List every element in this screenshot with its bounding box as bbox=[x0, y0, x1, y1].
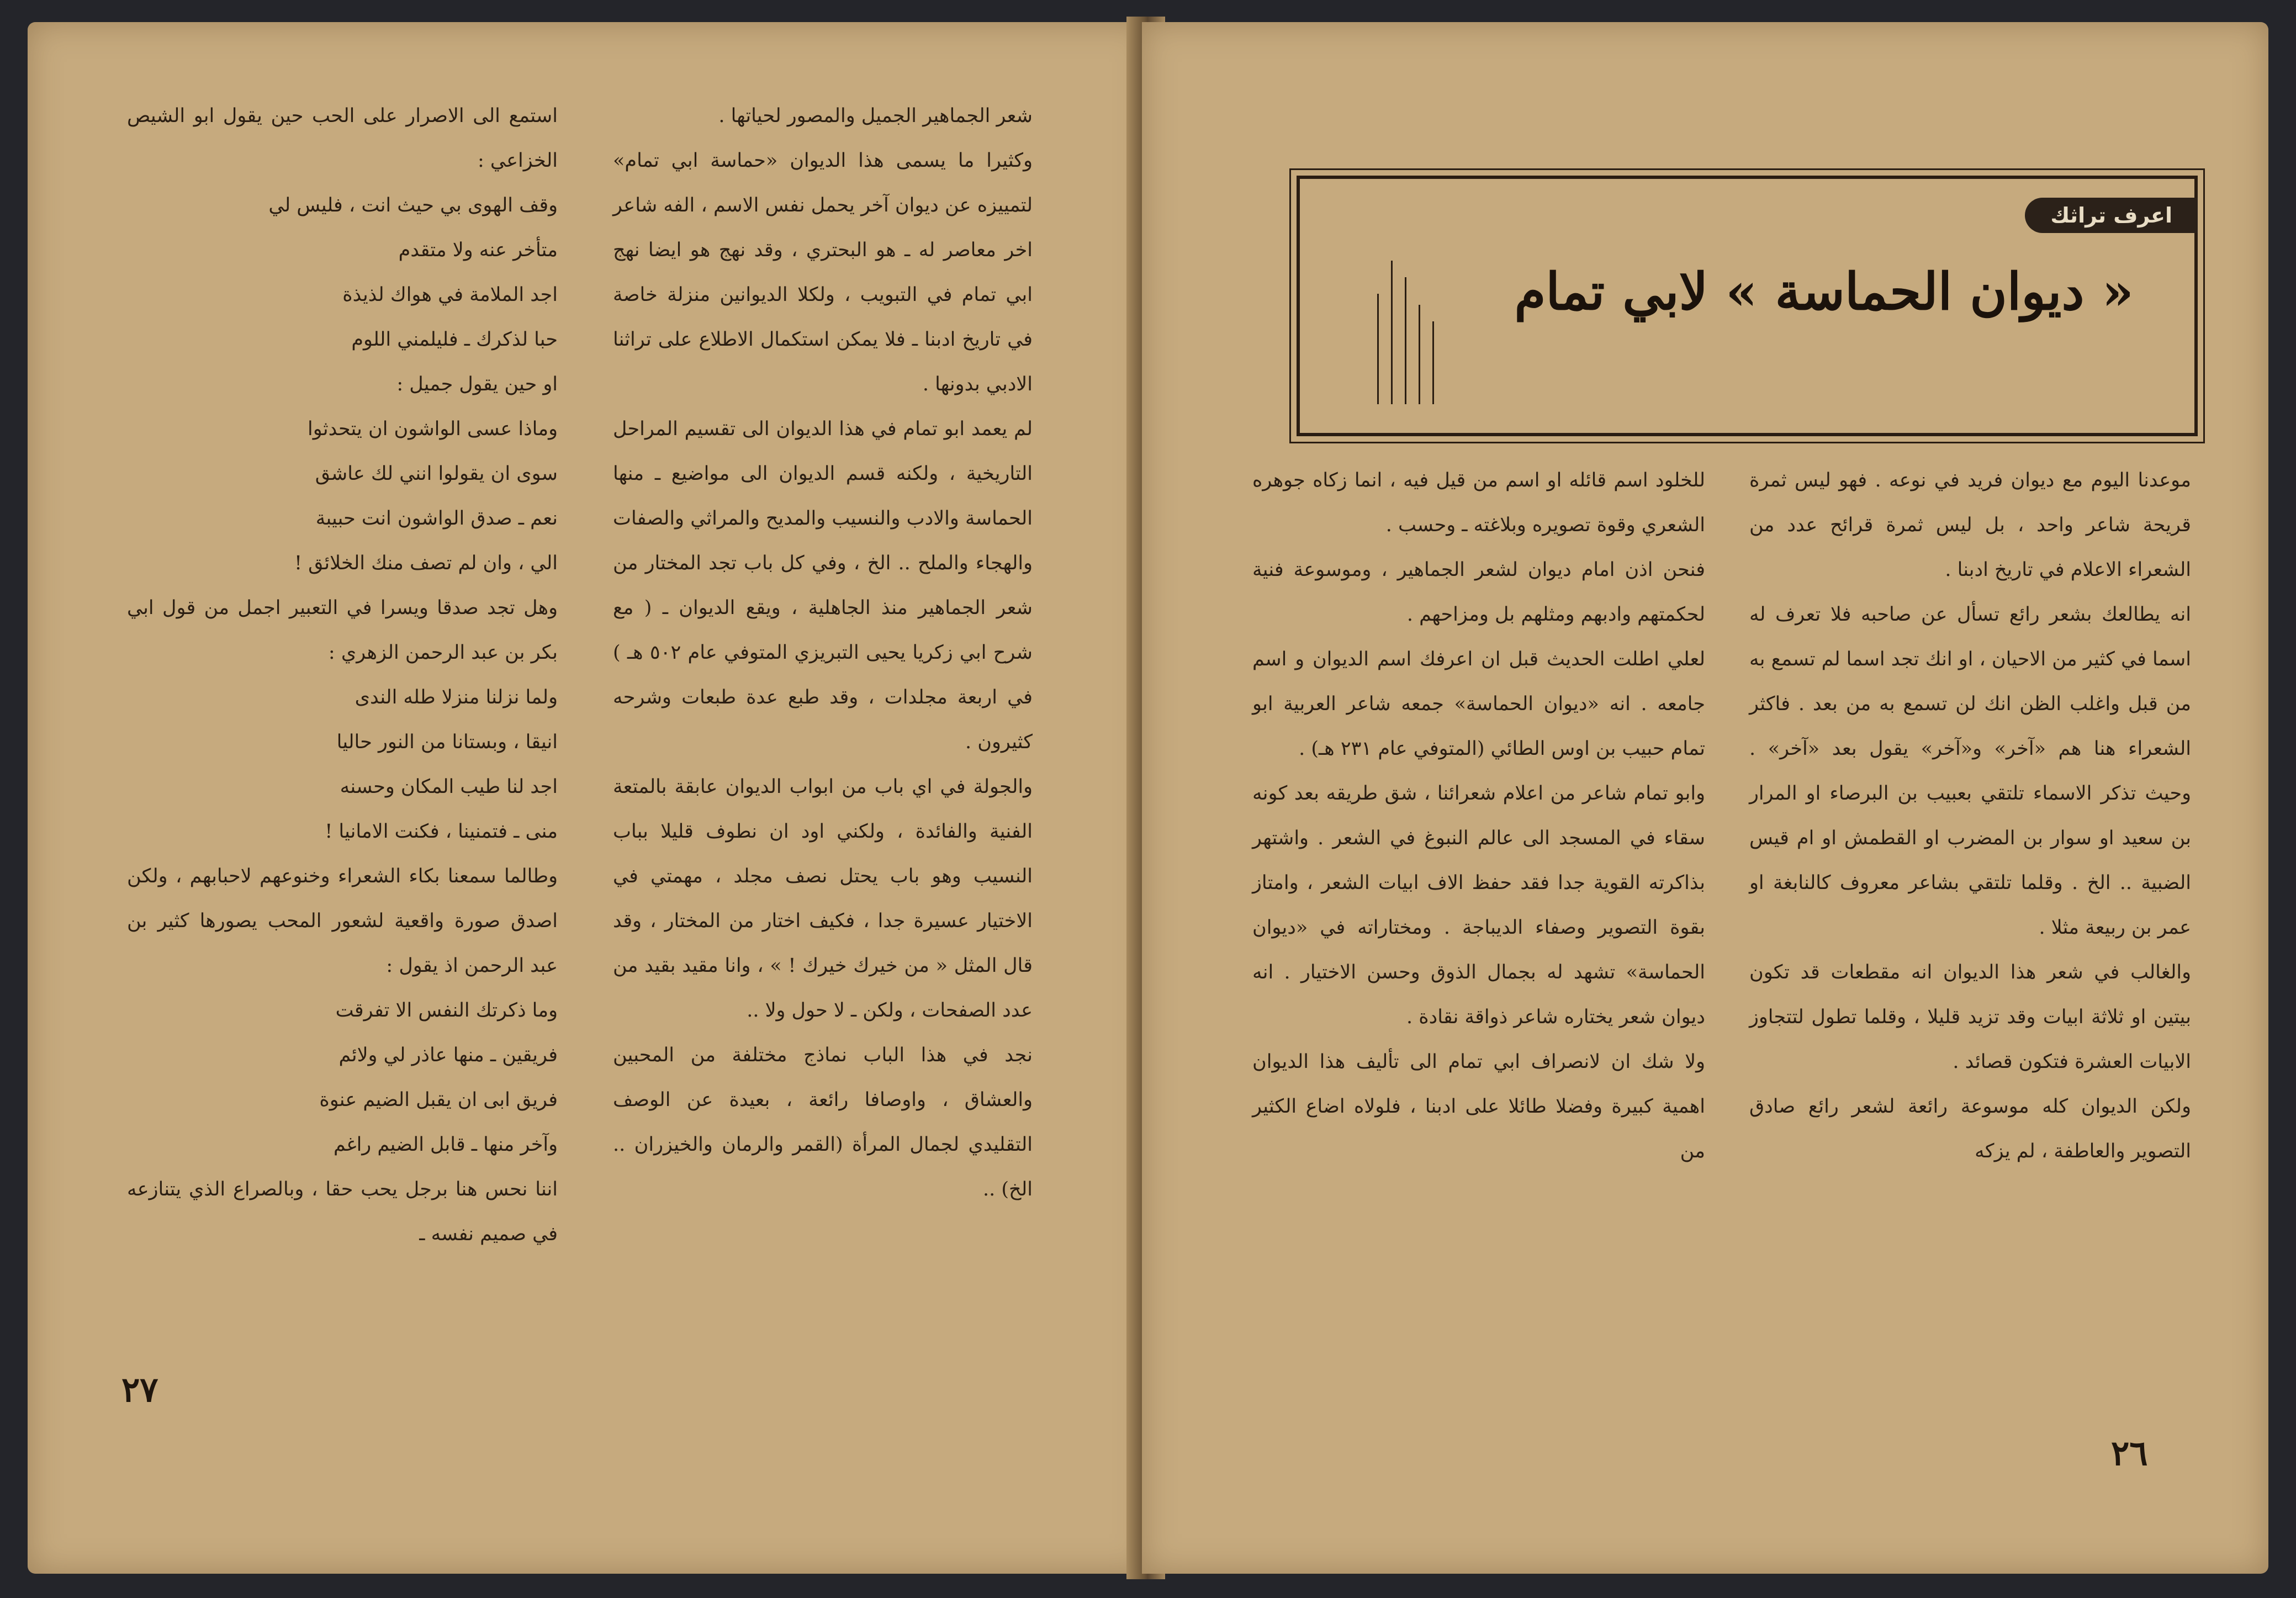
left-page-column-right bbox=[613, 94, 1033, 1212]
paragraph: لم يعمد ابو تمام في هذا الديوان الى تقسيم المراحل التاريخية ، ولكنه قسم الديوان الى مواضيع ـ منها الحماسة والادب والنسيب والمديح والمراثي والصفات والهجاء والملح .. الخ ، وفي كل باب تجد المختار من شعر الجماهير منذ الجاهلية ، ويقع الديوان ـ ( مع شرح ابي زكريا يحيى التبريزي المتوفي عام ٥٠٢ هـ ) في اربعة مجلدات ، وقد طبع عدة طبعات وشرحه كثيرون . bbox=[613, 418, 1033, 753]
right-page-column-left bbox=[1252, 458, 1705, 1174]
poem-verse: وماذا عسى الواشون ان يتحدثوا سوى ان يقولوا انني لك عاشق نعم ـ صدق الواشون انت حبيبة الي ، وان لم تصف منك الخلائق ! bbox=[294, 418, 558, 574]
paragraph: فنحن اذن امام ديوان لشعر الجماهير ، وموسوعة فنية لحكمتهم وادبهم ومثلهم بل ومزاحهم . bbox=[1252, 559, 1705, 626]
paragraph: وهل تجد صدقا ويسرا في التعبير اجمل من قول ابي بكر بن عبد الرحمن الزهري : bbox=[127, 597, 558, 664]
paragraph: ولا شك ان لانصراف ابي تمام الى تأليف هذا الديوان اهمية كبيرة وفضلا طائلا على ادبنا ، فلولاه اضاع الكثير من bbox=[1252, 1051, 1705, 1162]
right-page bbox=[1142, 22, 2268, 1574]
poem-verse: وقف الهوى بي حيث انت ، فليس لي متأخر عنه ولا متقدم اجد الملامة في هواك لذيذة حبا لذكرك ـ فليلمني اللوم bbox=[268, 194, 558, 351]
paragraph: والغالب في شعر هذا الديوان انه مقطعات قد تكون بيتين او ثلاثة ابيات وقد تزيد قليلا ، وقلما تطول لتتجاوز الابيات العشرة فتكون قصائد . bbox=[1749, 961, 2191, 1073]
poem-verse: ولما نزلنا منزلا طله الندى انيقا ، وبستانا من النور حاليا اجد لنا طيب المكان وحسنه منى ـ فتمنينا ، فكنت الامانيا ! bbox=[325, 686, 558, 843]
paragraph: للخلود اسم قائله او اسم من قيل فيه ، انما زكاه جوهره الشعري وقوة تصويره وبلاغته ـ وحسب . bbox=[1252, 469, 1705, 536]
paragraph: ولكن الديوان كله موسوعة رائعة لشعر رائع صادق التصوير والعاطفة ، لم يزكه bbox=[1749, 1096, 2191, 1162]
article-title-box bbox=[1297, 176, 2198, 436]
decorative-lines bbox=[1366, 239, 1477, 404]
left-page bbox=[28, 22, 1149, 1574]
paragraph: وابو تمام شاعر من اعلام شعرائنا ، شق طريقه بعد كونه سقاء في المسجد الى عالم النبوغ في الشعر . واشتهر بذاكرته القوية جدا فقد حفظ الاف ابيات الشعر ، وامتاز بقوة التصوير وصفاء الديباجة . ومختاراته في «ديوان الحماسة» تشهد له بجمال الذوق وحسن الاختيار . انه ديوان شعر يختاره شاعر ذواقة نقادة . bbox=[1252, 782, 1705, 1028]
right-page-column-right bbox=[1749, 458, 2191, 1174]
paragraph: شعر الجماهير الجميل والمصور لحياتها . bbox=[718, 105, 1033, 127]
paragraph: وكثيرا ما يسمى هذا الديوان «حماسة ابي تمام» لتمييزه عن ديوان آخر يحمل نفس الاسم ، الفه شاعر اخر معاصر له ـ هو البحتري ، وقد نهج هو ايضا نهج ابي تمام في التبويب ، ولكلا الديوانين منزلة خاصة في تاريخ ادبنا ـ فلا يمكن استكمال الاطلاع على تراثنا الادبي بدونها . bbox=[613, 150, 1033, 395]
left-page-column-left bbox=[127, 94, 558, 1257]
paragraph: والجولة في اي باب من ابواب الديوان عابقة بالمتعة الفنية والفائدة ، ولكني اود ان نطوف قليلا بباب النسيب وهو باب يحتل نصف مجلد ، مهمتي في الاختيار عسيرة جدا ، فكيف اختار من المختار ، وقد قال المثل « من خيرك خيرك ! » ، وانا مقيد بقيد من عدد الصفحات ، ولكن ـ لا حول ولا .. bbox=[613, 776, 1033, 1022]
paragraph: نجد في هذا الباب نماذج مختلفة من المحبين والعشاق ، واوصافا رائعة ، بعيدة عن الوصف التقليدي لجمال المرأة (القمر والرمان والخيزران .. الخ) .. bbox=[613, 1044, 1033, 1200]
page-number: ٢٧ bbox=[121, 1369, 158, 1410]
page-number: ٢٦ bbox=[2111, 1433, 2148, 1473]
paragraph: استمع الى الاصرار على الحب حين يقول ابو الشيص الخزاعي : bbox=[127, 105, 558, 172]
paragraph: اننا نحس هنا برجل يحب حقا ، وبالصراع الذي يتنازعه في صميم نفسه ـ bbox=[127, 1178, 558, 1245]
paragraph: انه يطالعك بشعر رائع تسأل عن صاحبه فلا تعرف له اسما في كثير من الاحيان ، او انك تجد اسما لم تسمع به من قبل واغلب الظن انك لن تسمع به من بعد . فاكثر الشعراء هنا هم «آخر» و«آخر» يقول بعد «آخر» . وحيث تذكر الاسماء تلتقي بعبيب بن البرصاء او المرار بن سعيد او سوار بن المضرب او القطمش او ام قيس الضبية .. الخ . وقلما تلتقي بشاعر معروف كالنابغة او عمر بن ربيعة مثلا . bbox=[1749, 604, 2191, 939]
paragraph: لعلي اطلت الحديث قبل ان اعرفك اسم الديوان و اسم جامعه . انه «ديوان الحماسة» جمعه شاعر العربية ابو تمام حبيب بن اوس الطائي (المتوفي عام ٢٣١ هـ) . bbox=[1252, 648, 1705, 760]
article-title: « ديوان الحماسة » لابي تمام bbox=[1514, 262, 2134, 321]
section-badge: اعرف تراثك bbox=[2025, 198, 2198, 233]
paragraph: او حين يقول جميل : bbox=[396, 373, 558, 395]
poem-verse: وما ذكرتك النفس الا تفرقت فريقين ـ منها عاذر لي ولائم فريق ابى ان يقبل الضيم عنوة وآخر منها ـ قابل الضيم راغم bbox=[319, 999, 558, 1156]
paragraph: وطالما سمعنا بكاء الشعراء وخنوعهم لاحبابهم ، ولكن اصدق صورة واقعية لشعور المحب يصورها كثير بن عبد الرحمن اذ يقول : bbox=[127, 865, 558, 977]
paragraph: موعدنا اليوم مع ديوان فريد في نوعه . فهو ليس ثمرة قريحة شاعر واحد ، بل ليس ثمرة قرائح عدد من الشعراء الاعلام في تاريخ ادبنا . bbox=[1749, 469, 2191, 581]
